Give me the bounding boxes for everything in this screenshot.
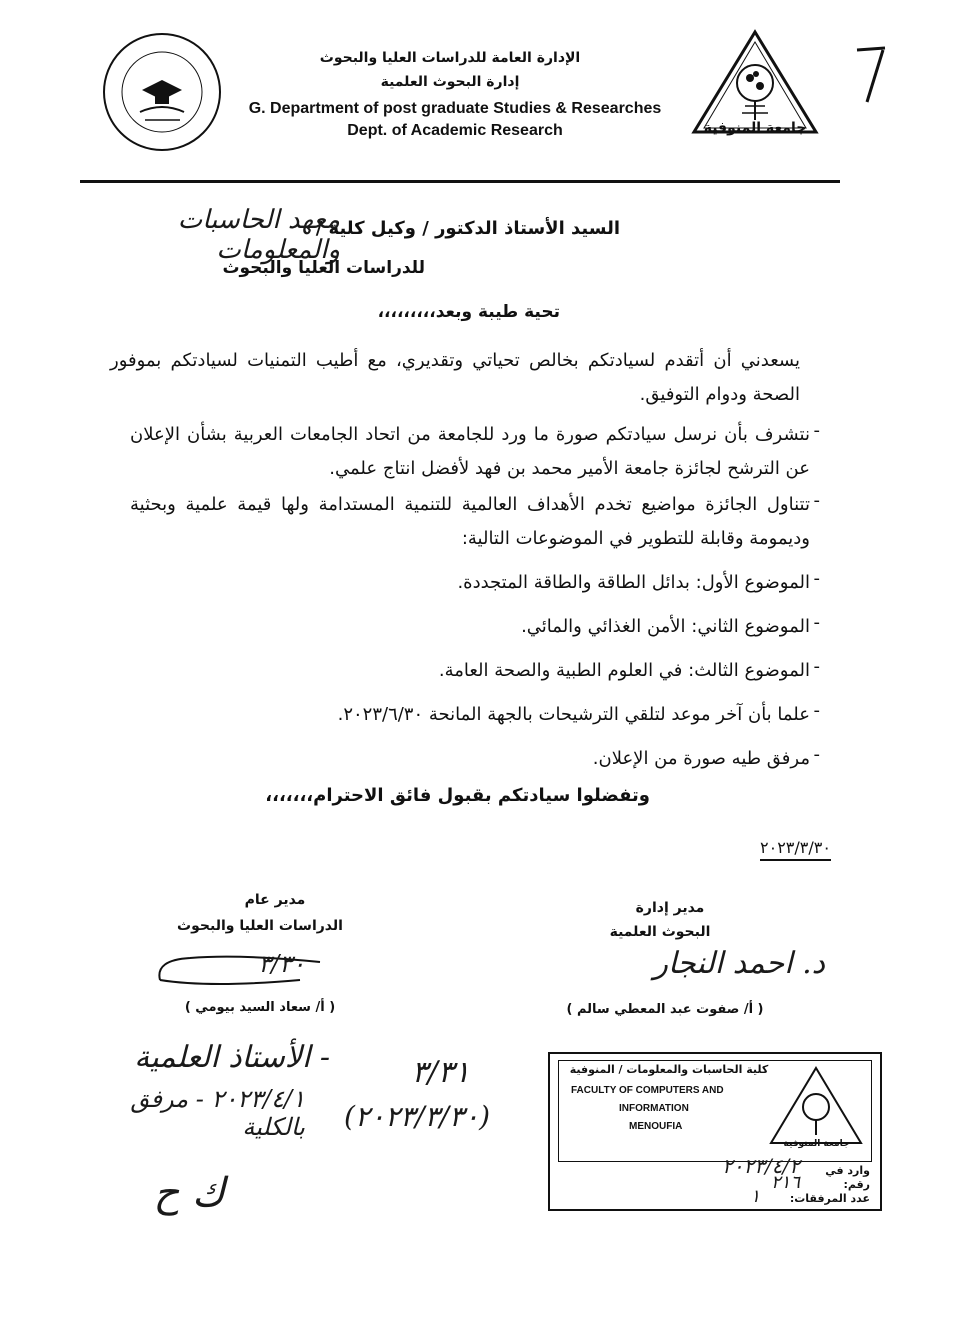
header-ar-line2: إدارة البحوث العلمية: [380, 74, 520, 90]
bullet-dash: -: [813, 490, 820, 511]
addressee-printed: السيد الأستاذ الدكتور / وكيل كلية /: [315, 218, 620, 239]
stamp-en1: FACULTY OF COMPUTERS AND: [571, 1085, 724, 1096]
annotation-line1: - الأستاذ العلمية: [134, 1040, 330, 1075]
bullet-3: الموضوع الأول: بدائل الطاقة والطاقة المتجددة.: [457, 572, 810, 593]
stamp-attachments-label: عدد المرفقات:: [789, 1192, 870, 1205]
bullet-dash: -: [813, 700, 820, 721]
stamp-attachments-value: ١: [750, 1186, 760, 1207]
left-sign-title2: الدراسات العليا والبحوث: [177, 918, 343, 934]
bullet-dash: -: [813, 656, 820, 677]
right-sign-name: ( أ/ صفوت عبد المعطي سالم ): [566, 1002, 764, 1017]
bullet-5: الموضوع الثالث: في العلوم الطبية والصحة العامة.: [438, 660, 810, 681]
annotation-line3: ٣/٣١: [411, 1055, 470, 1090]
stamp-number-label: رقم:: [843, 1178, 870, 1191]
annotation-line4: (٢٠٢٣/٣/٣٠): [343, 1100, 490, 1133]
receiving-stamp: [548, 1052, 882, 1211]
stamp-en2: INFORMATION: [619, 1103, 689, 1114]
right-signature: د. احمد النجار: [653, 946, 825, 981]
addressee-line1: [316, 218, 620, 239]
addressee-line2: للدراسات العليا والبحوث: [222, 258, 425, 278]
corner-mark: [845, 40, 895, 110]
greeting: تحية طيبة وبعد،،،،،،،،،: [377, 302, 560, 322]
header-ar-line1: الإدارة العامة للدراسات العليا والبحوث: [319, 50, 581, 66]
left-sign-name: ( أ/ سعاد السيد بيومي ): [184, 1000, 336, 1015]
bullet-1: نتشرف بأن نرسل سيادتكم صورة ما ورد للجامعة من اتحاد الجامعات العربية بشأن الإعلان عن الترشح لجائزة جامعة الأمير محمد بن فهد لأفضل انتاج علمي.: [130, 424, 810, 479]
header-en-line1: G. Department of post graduate Studies & Researches: [248, 100, 662, 117]
annotation-line2: ٢٠٢٣/٤/١ - مرفق بالكلية: [130, 1085, 305, 1141]
stamp-number-value: ٢١٦: [770, 1172, 800, 1193]
header-en-line2: Dept. of Academic Research: [347, 122, 563, 139]
stamp-seal-text: جامعة المنوفية: [783, 1139, 850, 1149]
closing: وتفضلوا سيادتكم بقبول فائق الاحترام،،،،،،،: [265, 785, 650, 806]
left-signature: ٣/٣٠: [258, 950, 305, 978]
bullet-dash: -: [813, 744, 820, 765]
stamp-en3: MENOUFIA: [629, 1121, 683, 1132]
right-sign-title2: البحوث العلمية: [609, 924, 711, 940]
right-sign-title1: مدير إدارة: [635, 900, 705, 916]
annotation-initials: ك ح: [153, 1170, 225, 1216]
stamp-header-box: [558, 1060, 872, 1162]
bullet-dash: -: [813, 612, 820, 633]
addressee-handwritten: معهد الحاسبات والمعلومات: [177, 205, 340, 265]
stamp-received-value: ٢٠٢٣/٤/٢: [722, 1154, 800, 1178]
left-sign-title1: مدير عام: [244, 892, 306, 908]
stamp-seal: [769, 1065, 864, 1155]
intro-paragraph: يسعدني أن أتقدم لسيادتكم بخالص تحياتي وتقديري، مع أطيب التمنيات لسيادتكم بموفور الصحة ودوام التوفيق.: [110, 350, 800, 405]
bullet-2: تتناول الجائزة مواضيع تخدم الأهداف العالمية للتنمية المستدامة ولها قيمة علمية وبحثية وديمومة وقابلة للتطوير في الموضوعات التالية:: [130, 494, 810, 549]
stamp-ar: كلية الحاسبات والمعلومات / المنوفية: [569, 1063, 769, 1076]
header-divider: [80, 180, 840, 183]
bullet-7: مرفق طيه صورة من الإعلان.: [592, 748, 810, 769]
letter-date: ٢٠٢٣/٣/٣٠: [760, 838, 831, 861]
stamp-received-label: وارد في: [825, 1164, 870, 1177]
university-logo-text: جامعة المنوفية: [703, 120, 807, 136]
left-logo: [100, 30, 225, 155]
bullet-dash: -: [813, 568, 820, 589]
bullet-6: علما بأن آخر موعد لتلقي الترشيحات بالجهة المانحة ٢٠٢٣/٦/٣٠.: [337, 704, 810, 725]
bullet-dash: -: [813, 420, 820, 441]
bullet-4: الموضوع الثاني: الأمن الغذائي والمائي.: [521, 616, 810, 637]
